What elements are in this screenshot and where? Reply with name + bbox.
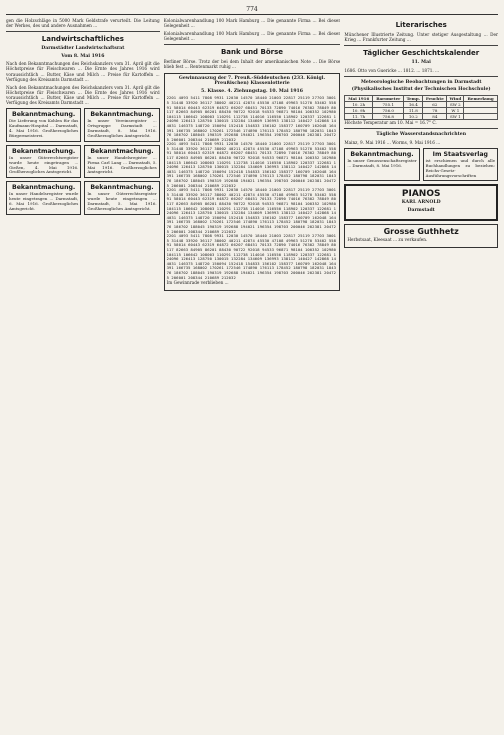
table-header: Feuchte [423,96,447,102]
announcement-title: Bekanntmachung. [12,184,76,192]
divider [344,45,498,46]
announcement-text: In unser Güterrechtsregister wurde heute eingetragen ... Darmstadt, 5. Mai 1916. Großherzogliches Amtsgericht. [87,191,157,212]
weather-note: Höchste Temperatur am 10. Mai = 16.7° C. [344,120,437,126]
announcement [6,145,81,179]
weather-title: Meteorologische Beobachtungen in Darmstadt [360,79,482,85]
section-subtitle: Darmstädter Landwirtschaftsrat [41,46,125,52]
divider [6,31,160,32]
lottery-subtitle: 5. Klasse. 4. Ziehungstag. 10. Mai 1916 [201,88,303,94]
bottom-advertisement [344,224,498,248]
columns [6,18,498,718]
water-text: Mainz, 9. Mai 1916 ... Worms, 9. Mai 1916 ... [344,139,441,145]
col1-body-repeat: Nach den Bekanntmachungen des Reichskanzlers vom 31. April gilt die Höchstpreise für Fleischwaren ... Die Ernte des Jahres 1916 wird voraussichtlich ... Butter, Käse und Milch ... Preise für Kartoffeln ... Verfügung des Kreisamts Darmstadt ... [6,84,160,106]
table-cell: SW 1 [447,114,464,120]
section-title-literary: Literarisches [395,21,447,29]
announcement-title: Bekanntmachung. [12,111,76,119]
bottom-ad-text: Herbstsaat, Kleesaat ... zu verkaufen. [347,236,428,242]
divider [344,128,498,129]
announcement-title: Bekanntmachung. [90,147,154,155]
table-cell [464,114,498,120]
table-header: Temp. [404,96,423,102]
announcement [84,108,159,142]
table-cell: W 1 [447,108,464,114]
section-title-agriculture: Landwirtschaftliches [41,35,124,44]
bottom-ad-title: Grosse Guthhetz [383,226,459,236]
table-cell: 78 [423,108,447,114]
table-cell: 10. 2h [345,102,373,108]
announcement [84,181,159,215]
announcement-title: Im Staatsverlag [432,150,488,158]
announcement [344,148,419,182]
table-header: Wind [447,96,464,102]
calendar-date: 11. Mai [411,60,431,66]
announcement-text: In unser Genossenschaftsregister ... Darmstadt, 8. Mai 1916. [347,157,417,168]
col2-lead: Kolonialwarenhandlung 100 Mark Hamburg ... Die genannte Firma ... Bei dieser Gelegenheit ... [163,18,341,29]
literary-text: Münchener Illustrierte Zeitung. Unter stetiger Ausgestaltung ... Der Krieg ... Frankfurter Zeitung ... [344,32,498,43]
table-cell: 756.0 [373,108,404,114]
lottery-numbers: 2201 4093 5411 7808 9931 12030 14570 18440 21003 22817 25119 27703 30015 31448 33920 36117 38002 40211 42874 45530 47108 49963 51270 53402 55891 58014 60443 62319 64872 66207 68451 70133 72890 74016 76302 78849 80117 82663 84905 86201 88430 90722 92018 94533 96871 98104 100352 102980 104115 106642 108003 110291 112738 114016 116550 118902 120337 122681 124096 126413 128750 130015 132284 134609 136993 138112 140427 142868 144031 146375 148720 150094 152418 154833 156102 158377 160709 162048 164391 166735 168002 170261 172546 174890 176113 178452 180798 182031 184376 186702 188045 190319 192688 194021 196354 198703 200046 202381 204725 206001 208344 210689 212032 [166,95,337,142]
table-cell: 84 [423,114,447,120]
table-header: Barometer [373,96,404,102]
announcement [84,145,159,179]
lottery-title: Gewinnauszug der 7. Preuß.-Süddeutschen (233. Königl. Preußischen) Klassenlotterie [178,75,326,87]
table-cell: 10.2 [404,114,423,120]
lottery-box [164,73,341,292]
table-cell: 10. 9h [345,108,373,114]
col2-lead-repeat: Kolonialwarenhandlung 100 Mark Hamburg ... Die genannte Firma ... Bei dieser Gelegenheit ... [163,31,341,42]
page-header [6,4,498,15]
table-row [345,114,498,120]
lottery-numbers-continued: 2201 4093 5411 7808 9931 12030 14570 18440 21003 22817 25119 27703 30015 31448 33920 36117 38002 40211 42874 45530 47108 49963 51270 53402 55891 58014 60443 62319 64872 66207 68451 70133 72890 74016 76302 78849 80117 82663 84905 86201 88430 90722 92018 94533 96871 98104 100352 102980 104115 106642 108003 110291 112738 114016 116550 118902 120337 122681 124096 126413 128750 130015 132284 134609 136993 138112 140427 142868 144031 146375 148720 150094 152418 154833 156102 158377 160709 162048 164391 166735 168002 170261 172546 174890 176113 178452 180798 182031 184376 186702 188045 190319 192688 194021 196354 198703 200046 202381 204725 206001 208344 210689 212032 [166,187,337,234]
col1-body: Nach den Bekanntmachungen des Reichskanzlers vom 31. April gilt die Höchstpreise für Fleischwaren ... Die Ernte des Jahres 1916 wird voraussichtlich ... Butter, Käse und Milch ... Preise für Kartoffeln ... Verfügung des Kreisamts Darmstadt ... [6,61,160,82]
table-cell: SW 2 [447,102,464,108]
announcement-text: In unser Güterrechtsregister wurde heute eingetragen ... Gießen, 4. Mai 1916. Großherzogliches Amtsgericht. [9,154,79,175]
lottery-numbers-continued: 2201 4093 5411 7808 9931 12030 14570 18440 21003 22817 25119 27703 30015 31448 33920 36117 38002 40211 42874 45530 47108 49963 51270 53402 55891 58014 60443 62319 64872 66207 68451 70133 72890 74016 76302 78849 80117 82663 84905 86201 88430 90722 92018 94533 96871 98104 100352 102980 104115 106642 108003 110291 112738 114016 116550 118902 120337 122681 124096 126413 128750 130015 132284 134609 136993 138112 140427 142868 144031 146375 148720 150094 152418 154833 156102 158377 160709 162048 164391 166735 168002 170261 172546 174890 176113 178452 180798 182031 184376 186702 188045 190319 192688 194021 196354 198703 200046 202381 204725 206001 208344 210689 212032 [166,233,337,280]
table-header: Mai 1916 [345,96,373,102]
announcements-grid [344,148,498,182]
table-cell: 11. 7h [345,114,373,120]
table-cell: 11.8 [404,108,423,114]
lottery-note: Im Gewinnrade verblieben ... [166,280,229,286]
announcement-text: Die Lieferung von Kohlen für das Kaufmann-Hospital ... Darmstadt, 4. Mai 1916. Großherzogliches Bürgermeisterei. [9,118,79,138]
table-cell: 756.8 [373,114,404,120]
announcement-title: Bekanntmachung. [90,184,154,192]
piano-dealer: KARL ARNOLD [401,200,441,206]
table-cell: 16.4 [404,102,423,108]
weather-table [344,95,498,120]
announcement-text: ist erschienen und durch alle Buchhandlungen zu beziehen: Reichs-Gesetz-Ausführungsvorschriften [425,157,495,178]
section-title-bank: Bank und Börse [220,48,284,57]
section-date: Vom 8. Mai 1916 [61,53,105,59]
column-1 [6,18,160,718]
weather-subtitle: (Physikalisches Institut der Technischen Hochschule) [351,87,491,93]
calendar-text: 1686. Otto von Guericke ... 1812. ... 1871. ... [344,67,440,73]
col2-body: Berliner Börse. Trotz der bei dem Inhalt der amerikanischen Note ... Die Börse blieb fest ... Rentenmarkt ruhig ... [163,59,341,70]
water-title: Tägliche Wasserstandsnachrichten [376,132,467,138]
col1-lead: gen die Holzschläge in 5000 Mark Geldstrafe verurteilt. Die Leitung der Werkes, des und andere Ausnahmen ... [6,18,160,29]
column-3 [344,18,498,718]
piano-title: PIANOS [401,189,441,200]
column-2 [164,18,341,718]
calendar-title: Täglicher Geschichtskalender [363,49,480,58]
announcement [6,108,81,142]
announcement-title: Bekanntmachung. [350,150,414,158]
divider [164,44,341,45]
announcement-text: In unser Handelsregister wurde heute eingetragen ... Darmstadt, 6. Mai 1916. Großherzogliches Amtsgericht. [9,191,79,212]
divider [344,76,498,77]
announcement-text: In unser Vereinsregister ... Ortsgruppe Darmstadt ... Darmstadt, 8. Mai 1916. Großherzogliches Amtsgericht. [87,118,157,138]
table-cell: 62 [423,102,447,108]
page-number: 774 [246,5,258,13]
lottery-numbers-continued: 2201 4093 5411 7808 9931 12030 14570 18440 21003 22817 25119 27703 30015 31448 33920 36117 38002 40211 42874 45530 47108 49963 51270 53402 55891 58014 60443 62319 64872 66207 68451 70133 72890 74016 76302 78849 80117 82663 84905 86201 88430 90722 92018 94533 96871 98104 100352 102980 104115 106642 108003 110291 112738 114016 116550 118902 120337 122681 124096 126413 128750 130015 132284 134609 136993 138112 140427 142868 144031 146375 148720 150094 152418 154833 156102 158377 160709 162048 164391 166735 168002 170261 172546 174890 176113 178452 180798 182031 184376 186702 188045 190319 192688 194021 196354 198703 200046 202381 204725 206001 208344 210689 212032 [166,141,337,188]
announcement-title: Bekanntmachung. [12,147,76,155]
table-header: Bemerkung [464,96,498,102]
announcement [6,181,81,215]
piano-place: Darmstadt [407,208,435,214]
announcement-text: In unser Handelsregister ... Firma Carl Lang ... Darmstadt, 5. Mai 1916. Großherzogliches Amtsgericht. [87,154,157,175]
piano-advertisement [344,184,498,220]
announcement [423,148,498,182]
table-cell: 755.1 [373,102,404,108]
announcements-grid [6,108,160,215]
announcement-title: Bekanntmachung. [90,111,154,119]
